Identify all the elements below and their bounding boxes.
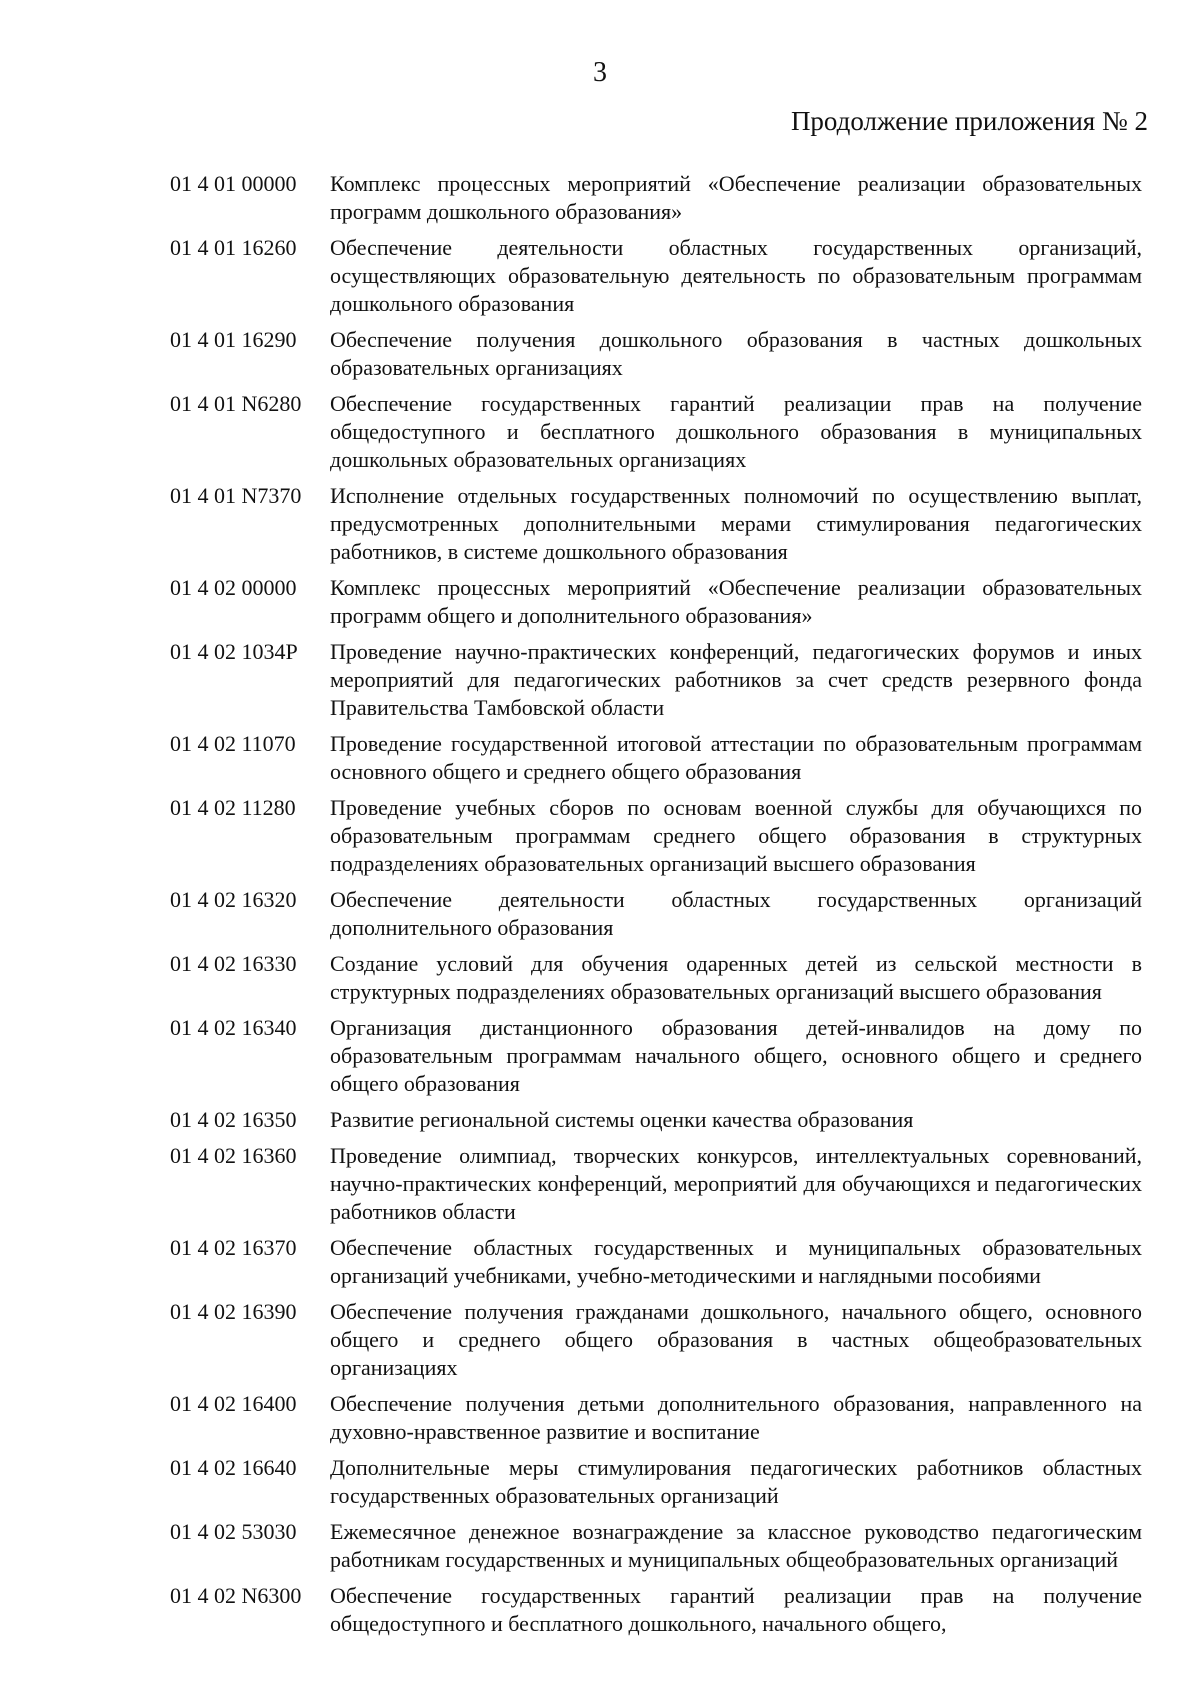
item-description: Обеспечение получения гражданами дошкольного, начального общего, основного общего и среднего общего образования в частных общеобразовательных организациях: [330, 1299, 1142, 1380]
classification-code: 01 4 01 00000: [170, 171, 297, 196]
classification-code: 01 4 02 16390: [170, 1299, 297, 1324]
item-description: Обеспечение государственных гарантий реализации прав на получение общедоступного и бесплатного дошкольного, начального общего,: [330, 1583, 1142, 1636]
item-description: Комплекс процессных мероприятий «Обеспечение реализации образовательных программ общего и дополнительного образования»: [330, 575, 1142, 628]
list-item: [0, 950, 1200, 1006]
list-item: [0, 170, 1200, 226]
item-description: Создание условий для обучения одаренных детей из сельской местности в структурных подразделениях образовательных организаций высшего образования: [330, 951, 1142, 1004]
item-description: Ежемесячное денежное вознаграждение за классное руководство педагогическим работникам государственных и муниципальных общеобразовательных организаций: [330, 1519, 1142, 1572]
classification-code: 01 4 02 1034Р: [170, 639, 298, 664]
item-description: Обеспечение областных государственных и муниципальных образовательных организаций учебниками, учебно-методическими и наглядными пособиями: [330, 1235, 1142, 1288]
item-description: Обеспечение государственных гарантий реализации прав на получение общедоступного и бесплатного дошкольного образования в муниципальных дошкольных образовательных организациях: [330, 391, 1142, 472]
item-description: Комплекс процессных мероприятий «Обеспечение реализации образовательных программ дошкольного образования»: [330, 171, 1142, 224]
list-item: [0, 1142, 1200, 1226]
list-item: [0, 1454, 1200, 1510]
classification-code: 01 4 02 16330: [170, 951, 297, 976]
classification-code: 01 4 02 16640: [170, 1455, 297, 1480]
page-number: 3: [593, 57, 607, 88]
classification-code: 01 4 02 16320: [170, 887, 297, 912]
item-description: Дополнительные меры стимулирования педагогических работников областных государственных образовательных организаций: [330, 1455, 1142, 1508]
list-item: [0, 326, 1200, 382]
item-description: Проведение олимпиад, творческих конкурсов, интеллектуальных соревнований, научно-практических конференций, мероприятий для обучающихся и педагогических работников области: [330, 1143, 1142, 1224]
list-item: [0, 390, 1200, 474]
classification-code: 01 4 01 N6280: [170, 391, 302, 416]
classification-code: 01 4 02 16340: [170, 1015, 297, 1040]
item-description: Проведение учебных сборов по основам военной службы для обучающихся по образовательным программам среднего общего образования в структурных подразделениях образовательных организаций высшего образования: [330, 795, 1142, 876]
classification-code: 01 4 02 11280: [170, 795, 296, 820]
item-description: Проведение государственной итоговой аттестации по образовательным программам основного общего и среднего общего образования: [330, 731, 1142, 784]
list-item: [0, 794, 1200, 878]
list-item: [0, 1014, 1200, 1098]
item-description: Организация дистанционного образования детей-инвалидов на дому по образовательным программам начального общего, основного общего и среднего общего образования: [330, 1015, 1142, 1096]
list-item: [0, 638, 1200, 722]
item-description: Обеспечение получения детьми дополнительного образования, направленного на духовно-нравственное развитие и воспитание: [330, 1391, 1142, 1444]
item-description: Проведение научно-практических конференций, педагогических форумов и иных мероприятий для педагогических работников за счет средств резервного фонда Правительства Тамбовской области: [330, 639, 1142, 720]
classification-code: 01 4 01 N7370: [170, 483, 302, 508]
classification-code: 01 4 01 16290: [170, 327, 297, 352]
list-item: [0, 886, 1200, 942]
list-item: [0, 482, 1200, 566]
classification-code: 01 4 02 11070: [170, 731, 296, 756]
classification-code: 01 4 02 16370: [170, 1235, 297, 1260]
classification-code: 01 4 02 16360: [170, 1143, 297, 1168]
list-item: [0, 1106, 1200, 1134]
classification-code: 01 4 02 16350: [170, 1107, 297, 1132]
appendix-continuation-note: Продолжение приложения № 2: [790, 106, 1148, 136]
classification-code: 01 4 01 16260: [170, 235, 297, 260]
list-item: [0, 234, 1200, 318]
list-item: [0, 1582, 1200, 1638]
classification-code: 01 4 02 16400: [170, 1391, 297, 1416]
item-description: Развитие региональной системы оценки качества образования: [330, 1107, 914, 1132]
classification-code: 01 4 02 00000: [170, 575, 297, 600]
budget-code-list: [0, 170, 1200, 1646]
list-item: [0, 1298, 1200, 1382]
classification-code: 01 4 02 53030: [170, 1519, 297, 1544]
item-description: Обеспечение деятельности областных государственных организаций, осуществляющих образовательную деятельность по образовательным программам дошкольного образования: [330, 235, 1142, 316]
item-description: Обеспечение получения дошкольного образования в частных дошкольных образовательных организациях: [330, 327, 1142, 380]
list-item: [0, 1390, 1200, 1446]
list-item: [0, 730, 1200, 786]
classification-code: 01 4 02 N6300: [170, 1583, 302, 1608]
list-item: [0, 574, 1200, 630]
list-item: [0, 1518, 1200, 1574]
list-item: [0, 1234, 1200, 1290]
item-description: Обеспечение деятельности областных государственных организаций дополнительного образования: [330, 887, 1142, 940]
item-description: Исполнение отдельных государственных полномочий по осуществлению выплат, предусмотренных дополнительными мерами стимулирования педагогических работников, в системе дошкольного образования: [330, 483, 1142, 564]
